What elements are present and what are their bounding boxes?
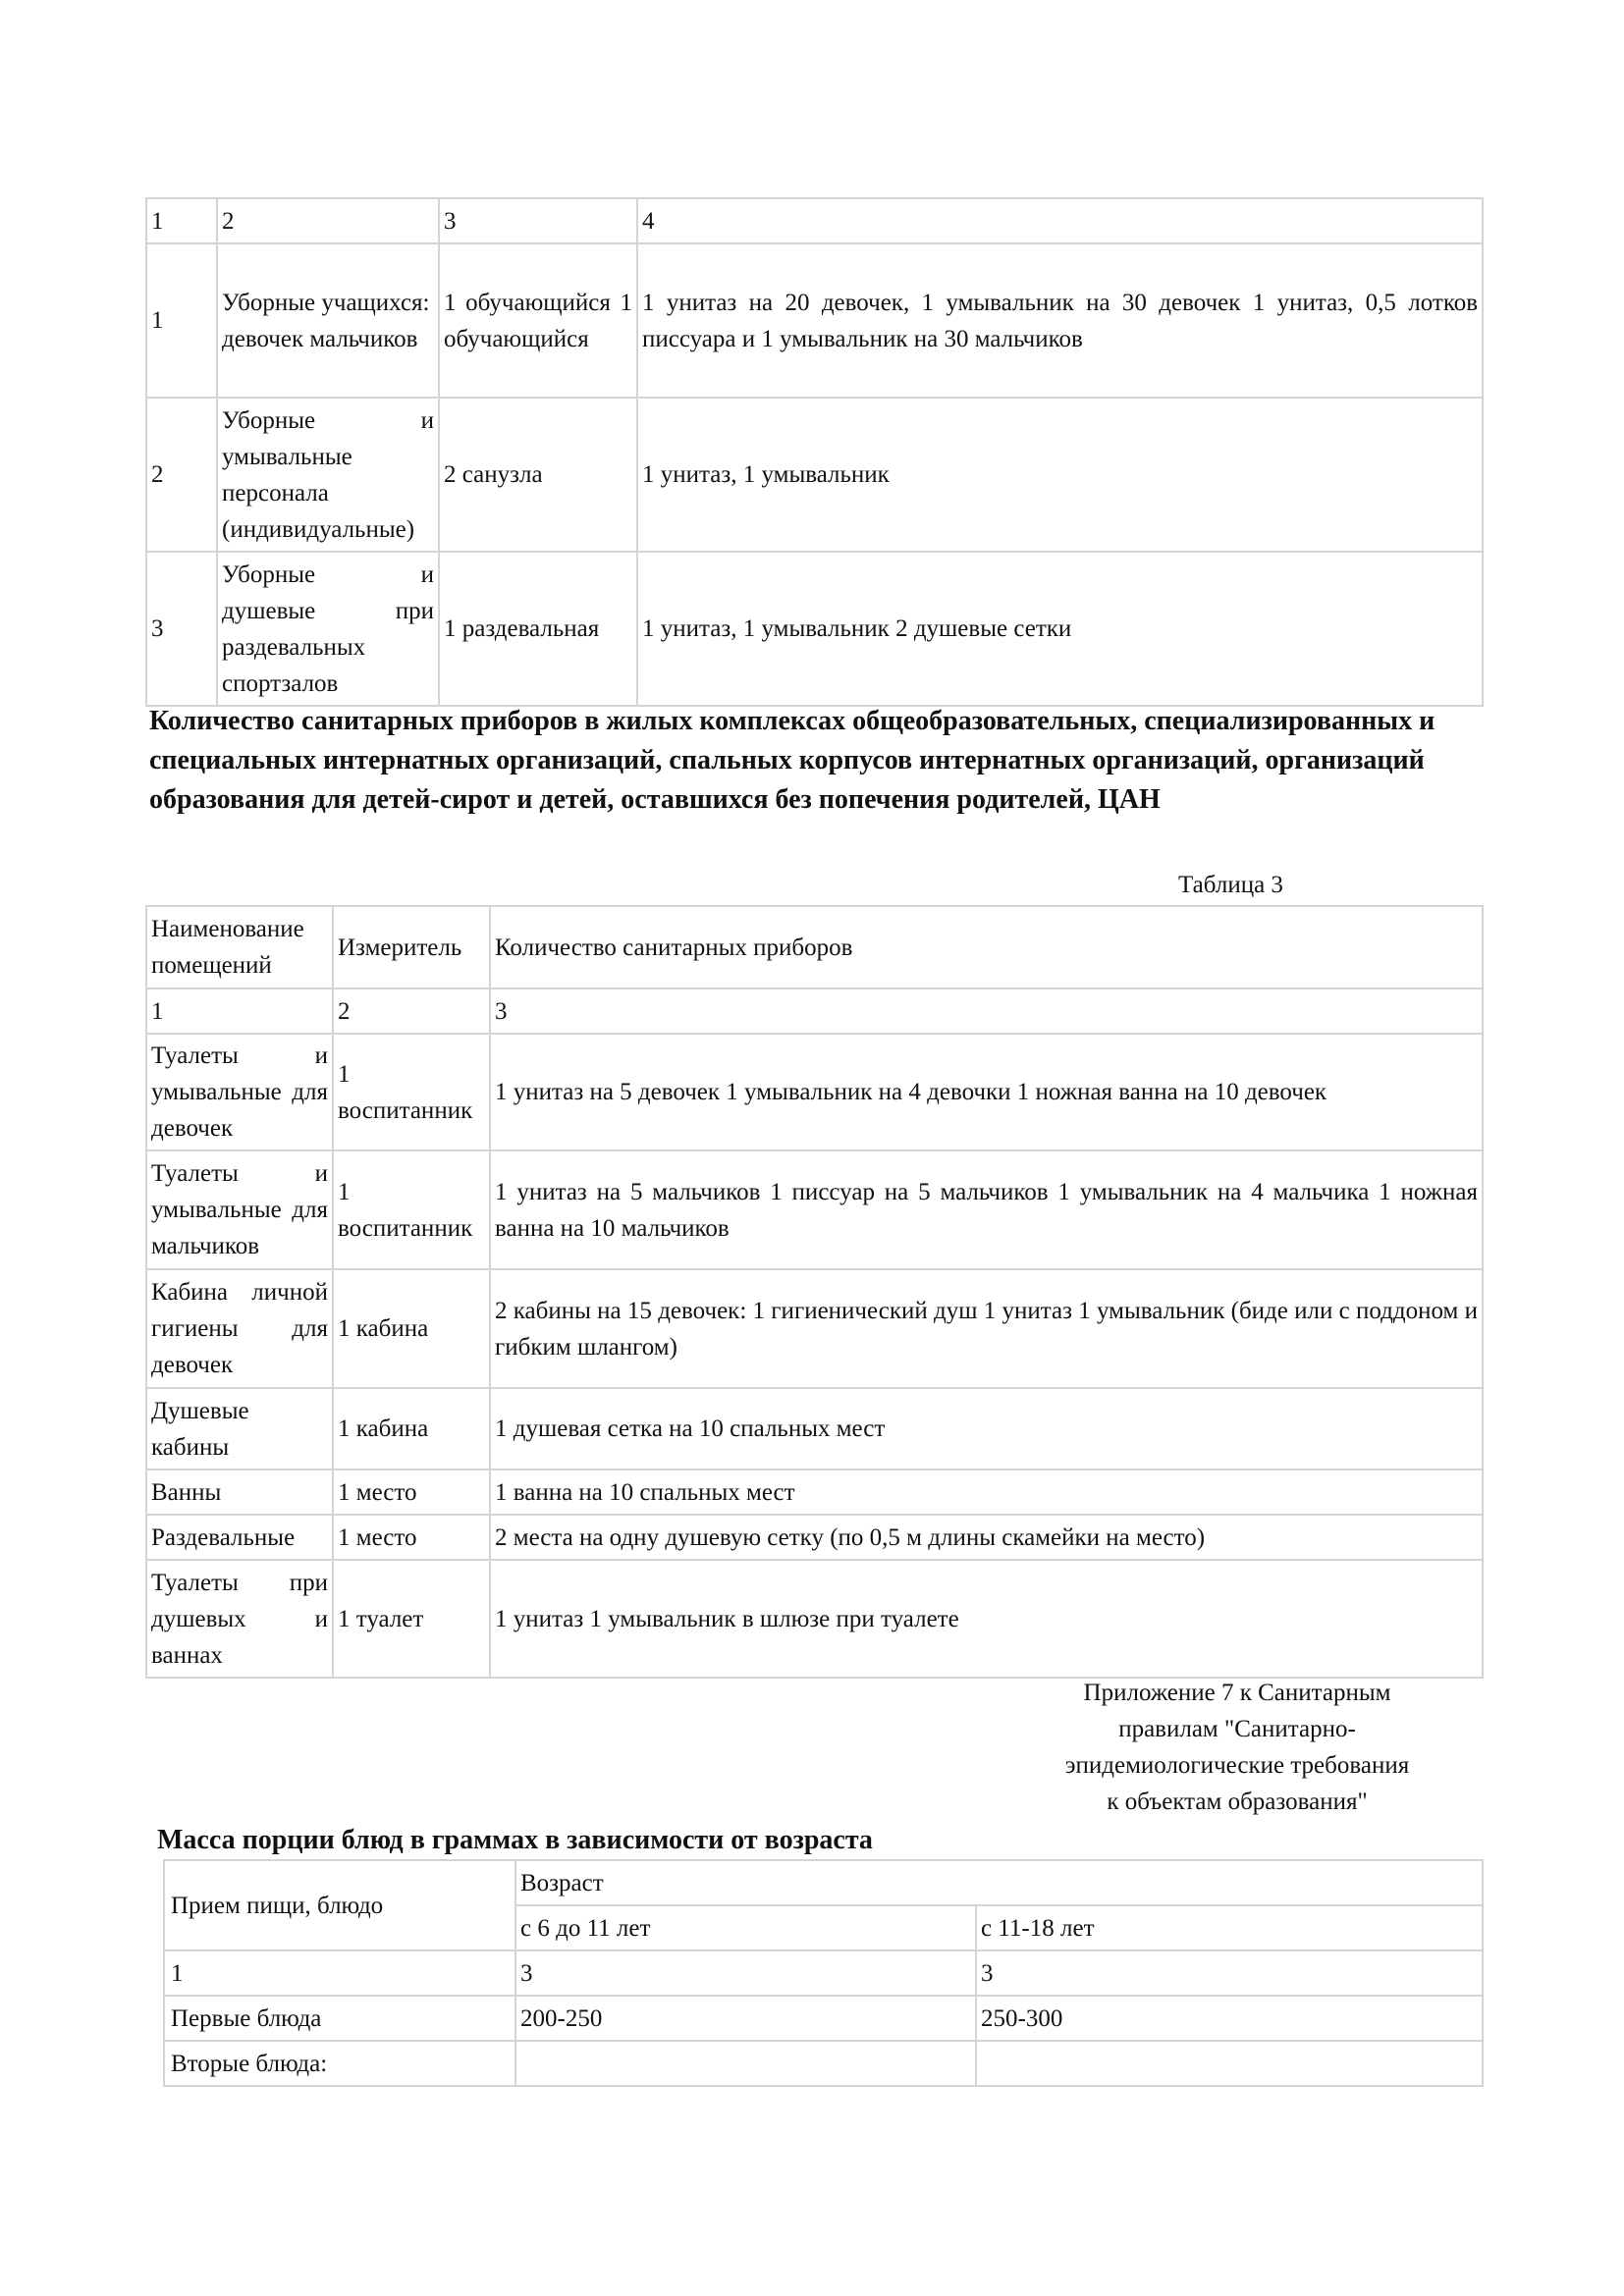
table-row	[146, 1560, 1483, 1678]
room-name: Ванны	[146, 1469, 333, 1515]
table-header-row	[146, 198, 1483, 243]
table-row	[164, 1996, 1483, 2041]
column-number: 1	[146, 198, 217, 243]
row-number: 2	[146, 398, 217, 552]
fixture-count: 1 унитаз на 5 мальчиков 1 писсуар на 5 мальчиков 1 умывальник на 4 мальчика 1 ножная ванна на 10 мальчиков	[490, 1150, 1483, 1269]
appendix-note	[1021, 1675, 1453, 1820]
column-number: 3	[439, 198, 637, 243]
row-number: 3	[146, 552, 217, 706]
column-header: с 6 до 11 лет	[515, 1905, 976, 1950]
fixture-count: 1 ванна на 10 спальных мест	[490, 1469, 1483, 1515]
table-header-row	[164, 1860, 1483, 1905]
boarding-sanitary-fixtures-table	[145, 905, 1484, 1679]
fixture-count: 1 душевая сетка на 10 спальных мест	[490, 1388, 1483, 1469]
appendix-line: к объектам образования"	[1107, 1789, 1368, 1815]
table-row	[146, 1388, 1483, 1469]
column-number: 2	[333, 988, 490, 1034]
column-number: 4	[637, 198, 1483, 243]
section-heading: Количество санитарных приборов в жилых комплексах общеобразовательных, специализированных и специальных интернатных организаций, спальных корпусов интернатных организаций, организаций образования для детей-сирот и детей, оставшихся без попечения родителей, ЦАН	[149, 706, 1435, 815]
appendix-line: Приложение 7 к Санитарным	[1083, 1680, 1391, 1706]
measure-unit: 1 воспитанник	[333, 1150, 490, 1269]
table-row	[146, 1034, 1483, 1150]
fixture-count: 1 унитаз 1 умывальник в шлюзе при туалете	[490, 1560, 1483, 1678]
table-number-row	[164, 1950, 1483, 1996]
portion-value	[515, 2041, 976, 2086]
appendix-line: правилам "Санитарно-	[1118, 1716, 1356, 1742]
measure-unit: 1 воспитанник	[333, 1034, 490, 1150]
fixture-count: 1 унитаз на 5 девочек 1 умывальник на 4 девочки 1 ножная ванна на 10 девочек	[490, 1034, 1483, 1150]
portion-value: 200-250	[515, 1996, 976, 2041]
dish-name: Первые блюда	[164, 1996, 515, 2041]
table-row	[164, 2041, 1483, 2086]
table-number-row	[146, 988, 1483, 1034]
column-number: 3	[490, 988, 1483, 1034]
fixture-count: 2 кабины на 15 девочек: 1 гигиенический душ 1 унитаз 1 умывальник (биде или с поддоном и гибким шлангом)	[490, 1269, 1483, 1388]
measure-unit: 1 место	[333, 1515, 490, 1560]
fixture-count: 1 унитаз на 20 девочек, 1 умывальник на 30 девочек 1 унитаз, 0,5 лотков писсуара и 1 умывальник на 30 мальчиков	[637, 243, 1483, 398]
table-row	[146, 552, 1483, 706]
table-header-row	[146, 906, 1483, 988]
room-name: Уборные и душевые при раздевальных спортзалов	[217, 552, 439, 706]
table-label: Таблица 3	[1178, 872, 1283, 898]
portion-mass-table	[163, 1859, 1484, 2087]
room-name: Душевые кабины	[146, 1388, 333, 1469]
table-row	[146, 1269, 1483, 1388]
dish-name: Вторые блюда:	[164, 2041, 515, 2086]
appendix-line: эпидемиологические требования	[1064, 1752, 1410, 1779]
table-row	[146, 1469, 1483, 1515]
fixture-count: 1 унитаз, 1 умывальник	[637, 398, 1483, 552]
column-header: с 11-18 лет	[976, 1905, 1483, 1950]
sanitary-fixtures-table-continued	[145, 197, 1484, 707]
column-header: Возраст	[515, 1860, 1483, 1905]
measure-unit: 1 раздевальная	[439, 552, 637, 706]
measure-unit: 1 обучающийся 1 обучающийся	[439, 243, 637, 398]
column-header: Количество санитарных приборов	[490, 906, 1483, 988]
room-name: Уборные и умывальные персонала (индивидуальные)	[217, 398, 439, 552]
room-name: Туалеты при душевых и ваннах	[146, 1560, 333, 1678]
portion-value	[976, 2041, 1483, 2086]
room-name: Кабина личной гигиены для девочек	[146, 1269, 333, 1388]
measure-unit: 1 кабина	[333, 1269, 490, 1388]
portion-value: 250-300	[976, 1996, 1483, 2041]
measure-unit: 1 место	[333, 1469, 490, 1515]
fixture-count: 1 унитаз, 1 умывальник 2 душевые сетки	[637, 552, 1483, 706]
measure-unit: 2 санузла	[439, 398, 637, 552]
column-number: 1	[146, 988, 333, 1034]
column-number: 2	[217, 198, 439, 243]
table-row	[146, 398, 1483, 552]
measure-unit: 1 кабина	[333, 1388, 490, 1469]
column-header: Измеритель	[333, 906, 490, 988]
room-name: Раздевальные	[146, 1515, 333, 1560]
column-number: 3	[976, 1950, 1483, 1996]
fixture-count: 2 места на одну душевую сетку (по 0,5 м длины скамейки на место)	[490, 1515, 1483, 1560]
table-row	[146, 1150, 1483, 1269]
table-row	[146, 1515, 1483, 1560]
room-name: Туалеты и умывальные для мальчиков	[146, 1150, 333, 1269]
measure-unit: 1 туалет	[333, 1560, 490, 1678]
column-header: Прием пищи, блюдо	[164, 1860, 515, 1950]
section-heading: Масса порции блюд в граммах в зависимости от возраста	[157, 1825, 873, 1855]
column-number: 1	[164, 1950, 515, 1996]
column-header: Наименование помещений	[146, 906, 333, 988]
room-name: Туалеты и умывальные для девочек	[146, 1034, 333, 1150]
table-row	[146, 243, 1483, 398]
room-name: Уборные учащихся: девочек мальчиков	[217, 243, 439, 398]
row-number: 1	[146, 243, 217, 398]
column-number: 3	[515, 1950, 976, 1996]
